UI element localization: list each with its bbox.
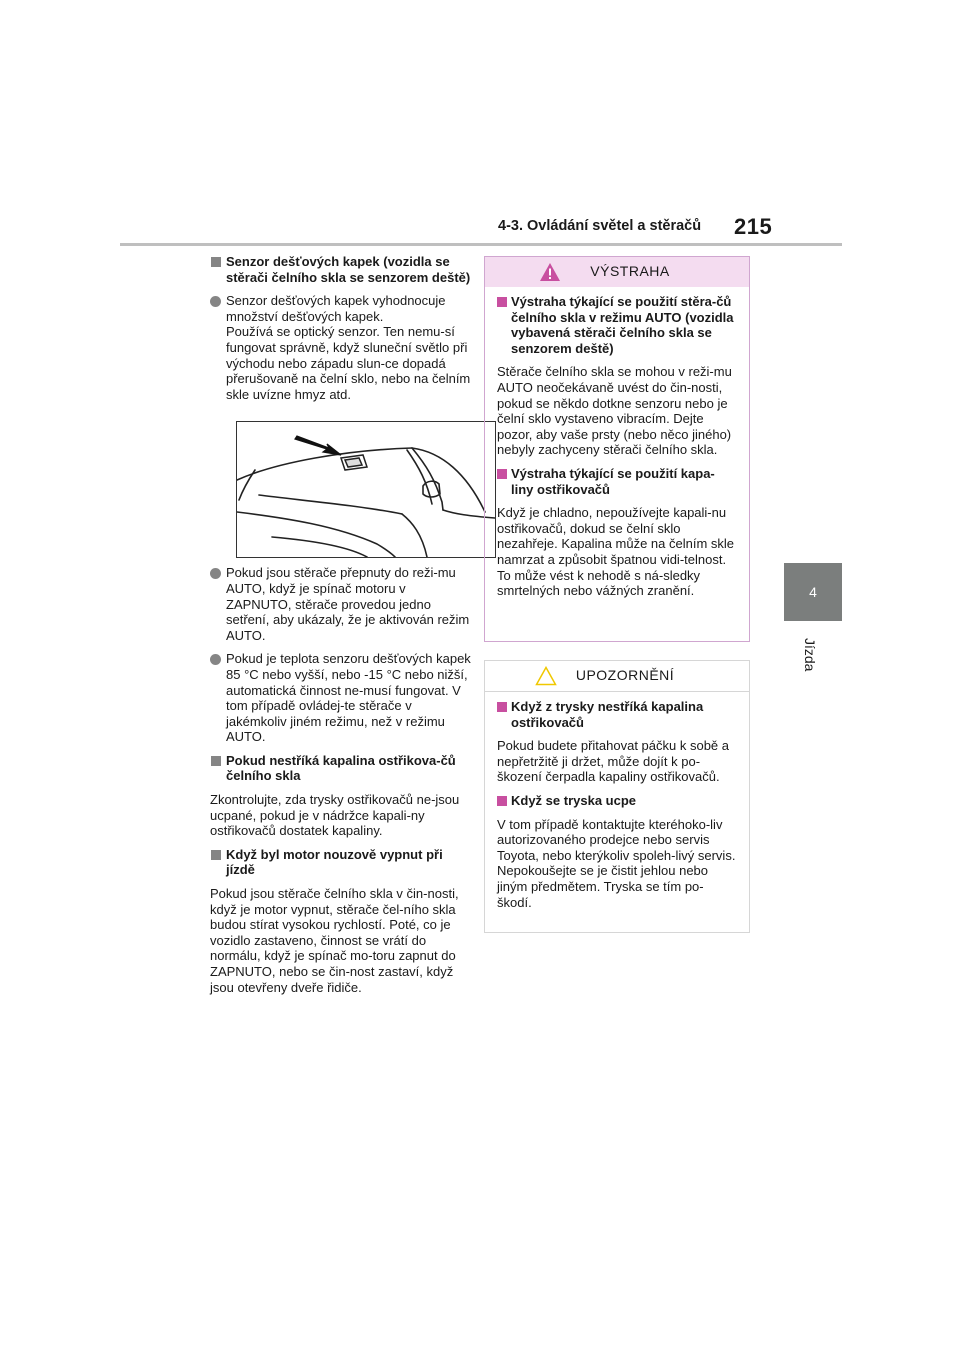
bullet-sensor-evaluates: Senzor dešťových kapek vyhodnocuje množství dešťových kapek. Používá se optický senzor. Ten nemu-sí fungovat správně, když sluneční světlo při východu nebo západu slun-ce dopadá přerušovaně na čelní sklo, nebo na čelním skle uvízne hmyz atd. [210,293,472,402]
sensor-housing [341,455,367,470]
warning-triangle-icon [539,262,561,282]
caution-box-title: UPOZORNĚNÍ [575,667,675,684]
caution-box-header [485,661,749,692]
roof-line [412,448,485,512]
header-rule [120,243,842,246]
warning-heading-auto: Výstraha týkající se použití stěra-čů čelního skla v režimu AUTO (vozidla vybavená stěrači čelního skla se senzorem deště) [497,294,737,356]
caution-para-nozzle: Pokud budete přitahovat páčku k sobě a nepřetržitě ji držet, může dojít k po-škození čerpadla kapaliny ostřikovačů. [497,738,729,785]
header-section-title: 4-3. Ovládání světel a stěračů [498,218,702,234]
side-tab-number: 4 [784,563,842,621]
heading-no-washer-fluid: Pokud nestříká kapalina ostřikova-čů čelního skla [210,753,472,784]
warning-box-title: VÝSTRAHA [590,263,670,280]
side-tab-label: Jízda [802,638,818,672]
caution-para-clogged: V tom případě kontaktujte kteréhoko-liv autorizovaného prodejce nebo servis Toyota, nebo kterýkoliv spoleh-livý servis. Nepokoušejte se je čistit jehlou nebo jiným předmětem. Tryska se tím po-škodí. [497,816,736,910]
dash-line [402,514,427,557]
caution-box [484,660,750,933]
hood-curve [237,512,395,557]
heading-rain-sensor: Senzor dešťových kapek (vozidla se stěrači čelního skla se senzorem deště) [210,254,472,285]
right-column [484,256,750,933]
hood-crease [272,537,367,557]
warning-para-auto: Stěrače čelního skla se mohou v reži-mu AUTO neočekávaně uvést do čin-nosti, pokud se někdo dotkne senzoru nebo je čelní sklo vystaveno vibracím. Dejte pozor, aby vaše prsty (nebo něco jiného) nebyly zachyceny stěrači čelního skla. [497,364,732,458]
warning-box [484,256,750,642]
caution-triangle-icon [535,666,557,686]
para-emergency-stop: Pokud jsou stěrače čelního skla v čin-nosti, když je motor vypnut, stěrače čel-ního skla budou stírat vysokou rychlostí. Poté, co je vozidlo zastaveno, činnost se vrátí do normálu, když je spínač mo-toru zapnut do ZAPNUTO, nebo se čin-nost zastaví, když jsou otevřeny dveře řidiče. [210,886,459,995]
heading-emergency-stop: Když byl motor nouzově vypnut při jízdě [210,847,472,878]
windshield-lower-edge [259,495,402,514]
page-number: 215 [734,214,773,239]
warning-box-header [485,257,749,287]
rain-sensor-illustration [236,421,496,558]
bullet-temperature: Pokud je teplota senzoru dešťových kapek 85 °C nebo vyšší, nebo -15 °C nebo nižší, automatická činnost ne-musí fungovat. V tom případě ovládej-te stěrače v jakémkoliv jiném režimu, než v režimu AUTO. [210,651,472,745]
warning-heading-fluid: Výstraha týkající se použití kapa-liny ostřikovačů [497,466,737,497]
windshield-left-pillar [239,470,255,500]
caution-heading-nozzle: Když z trysky nestříká kapalina ostřikovačů [497,699,737,730]
caution-heading-clogged: Když se tryska ucpe [497,793,737,809]
left-column [210,254,472,1003]
sensor-arrow [295,436,341,455]
bullet-auto-mode: Pokud jsou stěrače přepnuty do reži-mu AUTO, když je spínač motoru v ZAPNUTO, stěrače provedou jedno setření, aby ukázaly, že je aktivován režim AUTO. [210,565,472,643]
para-check-nozzles: Zkontrolujte, zda trysky ostřikovačů ne-jsou ucpané, pokud je v nádržce kapali-ny ostřikovačů dostatek kapaliny. [210,792,460,839]
warning-para-fluid: Když je chladno, nepoužívejte kapali-nu ostřikovačů, dokud se čelní sklo nezahřeje. Kapalina může na čelním skle namrzat a způsobit špatnou vidi-telnost. To může vést k nehodě s ná-sledky smrtelných nebo vážných zranění. [497,505,735,599]
